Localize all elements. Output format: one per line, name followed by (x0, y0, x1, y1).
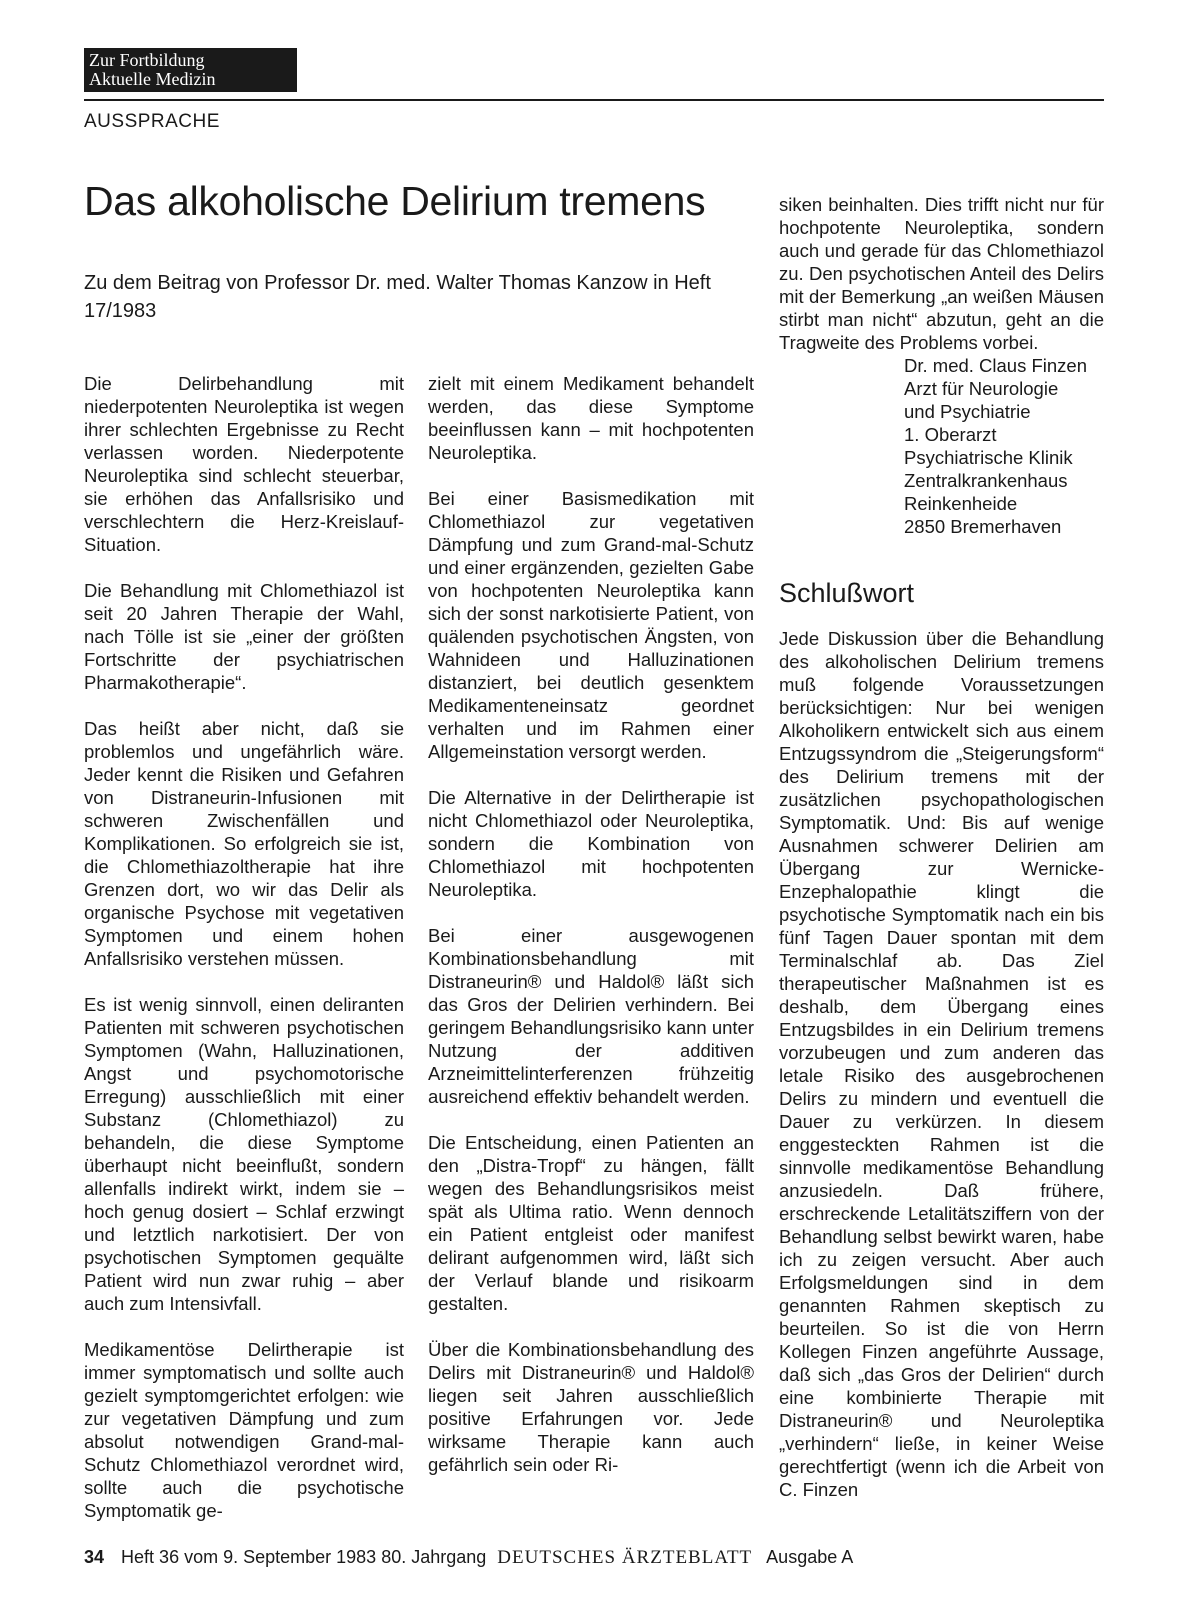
header-rule (84, 99, 1104, 101)
paragraph: Jede Diskussion über die Behandlung des alkoholischen Delirium tremens muß folgende Voraussetzungen berücksichtigen: Nur bei wenigen Alkoholikern entwickelt sich aus einem Entzugssyndrom die „Steigerungsform“ des Delirium tremens mit der zusätzlichen psychopathologischen Symptomatik. Und: Bis auf wenige Ausnahmen schwerer Delirien am Übergang zur Wernicke-Enzephalopathie klingt die psychotische Symptomatik nach ein bis fünf Tagen Dauer spontan mit dem Terminalschlaf ab. Das Ziel therapeutischer Maßnahmen ist es deshalb, dem Übergang eines Entzugsbildes in ein Delirium tremens vorzubeugen und zum anderen das letale Risiko des ausgebrochenen Delirs zu mindern und eventuell die Dauer zu verkürzen. In diesem enggesteckten Rahmen ist die sinnvolle medikamentöse Behandlung anzusiedeln. Daß frühere, erschreckende Letalitätsziffern von der Behandlung selbst bewirkt waren, habe ich zu zeigen versucht. Aber auch Erfolgsmeldungen sind in dem genannten Rahmen skeptisch zu beurteilen. So ist die von Herrn Kollegen Finzen angeführte Aussage, daß sich „das Gros der Delirien“ durch eine kombinierte Therapie mit Distraneurin® und Neuroleptika „verhindern“ ließe, in keiner Weise gerechtfertigt (wenn ich die Arbeit von C. Finzen (779, 628, 1104, 1500)
signature-line: Zentralkrankenhaus (904, 470, 1068, 491)
paragraph: Medikamentöse Delirtherapie ist immer symptomatisch und sollte auch gezielt symptomgerichtet erfolgen: wie zur vegetativen Dämpfung und zum absolut notwendigen Grand-mal-Schutz Chlomethiazol verordnet wird, sollte auch die psychotische Symptomatik ge- (84, 1339, 404, 1521)
paragraph: Die Entscheidung, einen Patienten an den „Distra-Tropf“ zu hängen, fällt wegen des Behandlungsrisikos meist spät als Ultima ratio. Wenn dennoch ein Patient entgleist oder manifest delirant aufgenommen wird, läßt sich der Verlauf blande und risikoarm gestalten. (428, 1132, 754, 1314)
text-column-3 (779, 193, 1104, 1501)
text-column-1 (84, 372, 404, 1545)
signature-line: 2850 Bremerhaven (904, 516, 1062, 537)
edition: Ausgabe A (766, 1547, 854, 1567)
signature-line: Reinkenheide (904, 493, 1018, 514)
article-subtitle: Zu dem Beitrag von Professor Dr. med. Walter Thomas Kanzow in Heft 17/1983 (84, 272, 711, 322)
paragraph: Bei einer ausgewogenen Kombinationsbehandlung mit Distraneurin® und Haldol® läßt sich das Gros der Delirien verhindern. Bei geringem Behandlungsrisiko kann unter Nutzung der additiven Arzneimittelinterferenzen frühzeitig ausreichend effektiv behandelt werden. (428, 925, 755, 1107)
issue-info: Heft 36 vom 9. September 1983 80. Jahrgang (121, 1547, 487, 1567)
journal-name: DEUTSCHES ÄRZTEBLATT (497, 1547, 753, 1568)
paragraph: Die Delirbehandlung mit niederpotenten Neuroleptika ist wegen ihrer schlechten Ergebnisse zu Recht verlassen worden. Niederpotente Neuroleptika sind schlecht steuerbar, sie erhöhen das Anfallsrisiko und verschlechtern die Herz-Kreislauf-Situation. (84, 373, 404, 555)
author-signature (904, 354, 1104, 538)
paragraph: Das heißt aber nicht, daß sie problemlos und ungefährlich wäre. Jeder kennt die Risiken und Gefahren von Distraneurin-Infusionen mit schweren Zwischenfällen und Komplikationen. So erfolgreich sie ist, die Chlomethiazoltherapie hat ihre Grenzen dort, wo wir das Delir als organische Psychose mit vegetativen Symptomen und einem hohen Anfallsrisiko verstehen müssen. (84, 718, 404, 969)
paragraph: Bei einer Basismedikation mit Chlomethiazol zur vegetativen Dämpfung und zum Grand-mal-Schutz und einer ergänzenden, gezielten Gabe von hochpotenten Neuroleptika kann sich der sonst narkotisierte Patient, von quälenden psychotischen Ängsten, von Wahnideen und Halluzinationen distanziert, bei deutlich gesenktem Medikamenteneinsatz geordnet verhalten und im Rahmen einer Allgemeinstation versorgt werden. (428, 488, 754, 762)
signature-line: Dr. med. Claus Finzen (904, 355, 1088, 376)
section-header-box (84, 48, 297, 92)
signature-line: Arzt für Neurologie (904, 378, 1059, 399)
section-label: AUSSPRACHE (84, 111, 220, 132)
paragraph: Es ist wenig sinnvoll, einen deliranten Patienten mit schweren psychotischen Symptomen (Wahn, Halluzinationen, Angst und psychomotorische Erregung) ausschließlich mit einer Substanz (Chlomethiazol) zu behandeln, die diese Symptome überhaupt nicht beeinflußt, sondern allenfalls indirekt wirkt, indem sie – hoch genug dosiert – Schlaf erzwingt und letztlich narkotisiert. Der von psychotischen Symptomen gequälte Patient wird nun zwar ruhig – aber auch zum Intensivfall. (84, 994, 404, 1314)
signature-line: Psychiatrische Klinik (904, 447, 1073, 468)
paragraph: Die Alternative in der Delirtherapie ist nicht Chlomethiazol oder Neuroleptika, sondern die Kombination von Chlomethiazol mit hochpotenten Neuroleptika. (428, 787, 754, 900)
text-column-2 (428, 372, 754, 1499)
page-number: 34 (84, 1547, 105, 1567)
paragraph: siken beinhalten. Dies trifft nicht nur für hochpotente Neuroleptika, sondern auch und gerade für das Chlomethiazol zu. Den psychotischen Anteil des Delirs mit der Bemerkung „an weißen Mäusen stirbt man nicht“ abzutun, geht an die Tragweite des Problems vorbei. (779, 194, 1104, 353)
closing-heading: Schlußwort (779, 578, 915, 608)
paragraph: Über die Kombinationsbehandlung des Delirs mit Distraneurin® und Haldol® liegen seit Jahren ausschließlich positive Erfahrungen vor. Jede wirksame Therapie kann auch gefährlich sein oder Ri- (428, 1339, 754, 1475)
signature-line: 1. Oberarzt (904, 424, 997, 445)
article-title: Das alkoholische Delirium tremens (84, 178, 706, 224)
signature-line: und Psychiatrie (904, 401, 1031, 422)
header-line-fortbildung: Zur Fortbildung (89, 50, 205, 70)
paragraph: Die Behandlung mit Chlomethiazol ist seit 20 Jahren Therapie der Wahl, nach Tölle ist sie „einer der größten Fortschritte der psychiatrischen Pharmakotherapie“. (84, 580, 404, 693)
paragraph: zielt mit einem Medikament behandelt werden, das diese Symptome beeinflussen kann – mit hochpotenten Neuroleptika. (428, 373, 754, 463)
page-footer (84, 1547, 853, 1569)
header-line-aktuelle-medizin: Aktuelle Medizin (89, 69, 216, 89)
